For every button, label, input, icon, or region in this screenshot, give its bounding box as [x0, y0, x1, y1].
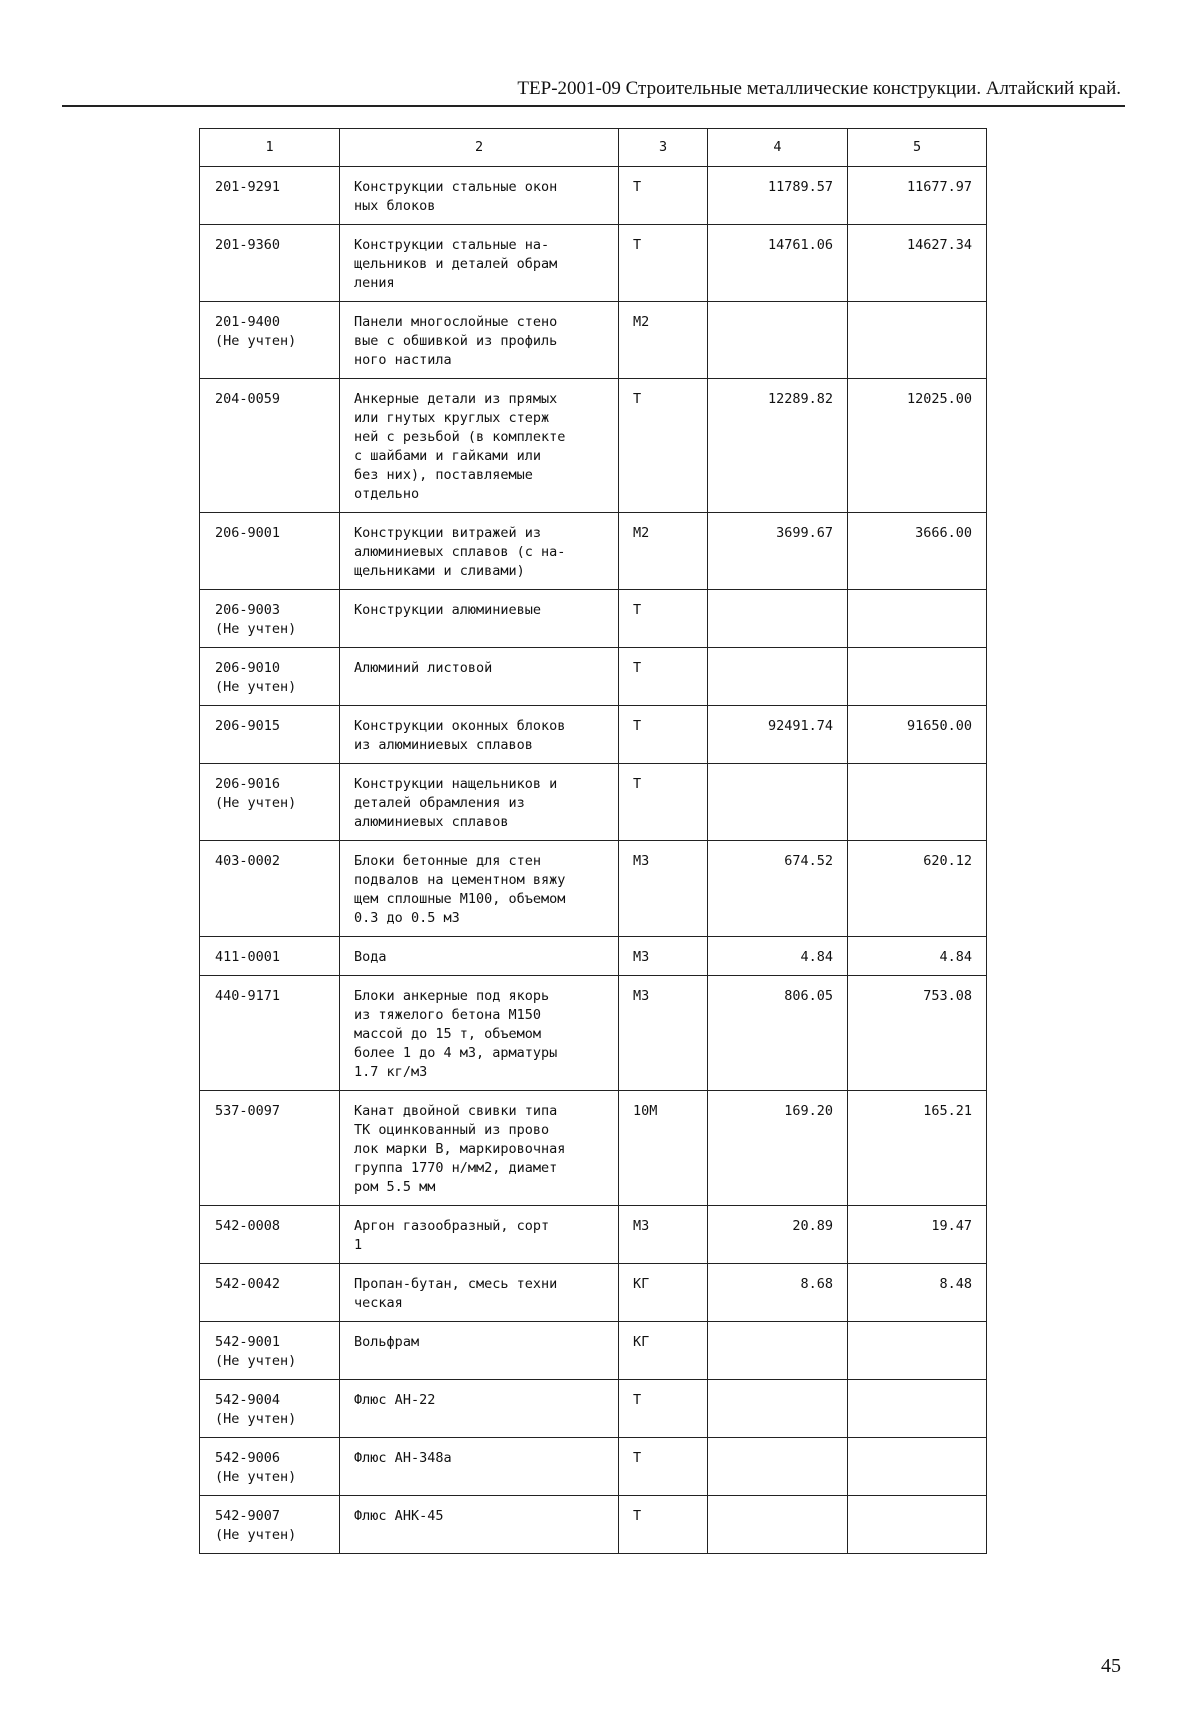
cell-name: Конструкции алюминиевые — [340, 590, 619, 648]
table-row — [200, 513, 987, 590]
table-row — [200, 976, 987, 1091]
cell-unit: Т — [619, 1438, 708, 1496]
cell-price-col4: 20.89 — [707, 1206, 847, 1264]
cell-unit: Т — [619, 590, 708, 648]
table-row — [200, 1091, 987, 1206]
cell-unit: Т — [619, 648, 708, 706]
table-row — [200, 937, 987, 976]
cell-name: Флюс АНК-45 — [340, 1496, 619, 1554]
cell-name: Флюс АН-22 — [340, 1380, 619, 1438]
cell-unit: КГ — [619, 1264, 708, 1322]
table-row — [200, 764, 987, 841]
cell-name: Канат двойной свивки типа ТК оцинкованный из прово лок марки В, маркировочная группа 1770 н/мм2, диамет ром 5.5 мм — [340, 1091, 619, 1206]
cell-unit: М3 — [619, 937, 708, 976]
cell-unit: Т — [619, 764, 708, 841]
cell-name: Конструкции нащельников и деталей обрамления из алюминиевых сплавов — [340, 764, 619, 841]
cell-price-col4 — [707, 1496, 847, 1554]
cell-price-col5: 11677.97 — [848, 167, 987, 225]
cell-price-col4 — [707, 590, 847, 648]
cell-price-col5 — [848, 590, 987, 648]
cell-price-col5 — [848, 1496, 987, 1554]
cell-unit: Т — [619, 1496, 708, 1554]
cell-price-col4: 674.52 — [707, 841, 847, 937]
table-row — [200, 1496, 987, 1554]
cell-unit: Т — [619, 167, 708, 225]
table-body — [200, 129, 987, 1554]
cell-name: Конструкции витражей из алюминиевых сплавов (с на- щельниками и сливами) — [340, 513, 619, 590]
table-row — [200, 1438, 987, 1496]
cell-code: 537-0097 — [200, 1091, 340, 1206]
cell-price-col4 — [707, 302, 847, 379]
table-row — [200, 302, 987, 379]
cell-price-col5: 12025.00 — [848, 379, 987, 513]
cell-code: 206-9016 (Не учтен) — [200, 764, 340, 841]
cell-unit: Т — [619, 379, 708, 513]
cell-code: 206-9003 (Не учтен) — [200, 590, 340, 648]
table-row — [200, 1380, 987, 1438]
cell-price-col5 — [848, 1322, 987, 1380]
cell-price-col5 — [848, 1438, 987, 1496]
cell-price-col4 — [707, 648, 847, 706]
cell-code: 411-0001 — [200, 937, 340, 976]
cell-price-col5: 91650.00 — [848, 706, 987, 764]
cell-unit: М2 — [619, 513, 708, 590]
table-row — [200, 1264, 987, 1322]
cell-unit: М3 — [619, 841, 708, 937]
cell-price-col4: 8.68 — [707, 1264, 847, 1322]
table-row — [200, 1322, 987, 1380]
table-row — [200, 706, 987, 764]
cell-price-col4 — [707, 1438, 847, 1496]
cell-price-col5 — [848, 648, 987, 706]
cell-code: 201-9291 — [200, 167, 340, 225]
table-row — [200, 225, 987, 302]
cell-code: 542-0042 — [200, 1264, 340, 1322]
cell-code: 542-9006 (Не учтен) — [200, 1438, 340, 1496]
cell-unit: Т — [619, 1380, 708, 1438]
column-number-3: 3 — [619, 129, 708, 167]
cell-name: Конструкции оконных блоков из алюминиевых сплавов — [340, 706, 619, 764]
cell-unit: КГ — [619, 1322, 708, 1380]
cell-price-col4: 169.20 — [707, 1091, 847, 1206]
table-row — [200, 1206, 987, 1264]
cell-price-col5: 14627.34 — [848, 225, 987, 302]
table-row — [200, 379, 987, 513]
table-row — [200, 167, 987, 225]
table-row — [200, 648, 987, 706]
page-number: 45 — [1101, 1655, 1121, 1677]
cell-code: 440-9171 — [200, 976, 340, 1091]
cell-name: Анкерные детали из прямых или гнутых круглых стерж ней с резьбой (в комплекте с шайбами и гайками или без них), поставляемые отдельно — [340, 379, 619, 513]
cell-code: 206-9015 — [200, 706, 340, 764]
cell-code: 542-9004 (Не учтен) — [200, 1380, 340, 1438]
cell-name: Пропан-бутан, смесь техни ческая — [340, 1264, 619, 1322]
column-number-1: 1 — [200, 129, 340, 167]
cell-unit: 10М — [619, 1091, 708, 1206]
cell-price-col5: 165.21 — [848, 1091, 987, 1206]
column-number-4: 4 — [707, 129, 847, 167]
cell-name: Блоки бетонные для стен подвалов на цементном вяжу щем сплошные М100, объемом 0.3 до 0.5 м3 — [340, 841, 619, 937]
cell-name: Аргон газообразный, сорт 1 — [340, 1206, 619, 1264]
cell-code: 206-9001 — [200, 513, 340, 590]
header-divider — [62, 105, 1125, 107]
cell-unit: Т — [619, 225, 708, 302]
cell-price-col5: 8.48 — [848, 1264, 987, 1322]
table-header-row — [200, 129, 987, 167]
column-number-5: 5 — [848, 129, 987, 167]
cell-code: 201-9400 (Не учтен) — [200, 302, 340, 379]
cell-price-col5: 753.08 — [848, 976, 987, 1091]
cell-price-col4 — [707, 1322, 847, 1380]
cell-unit: Т — [619, 706, 708, 764]
cell-price-col5: 3666.00 — [848, 513, 987, 590]
cell-code: 206-9010 (Не учтен) — [200, 648, 340, 706]
cell-name: Конструкции стальные на- щельников и деталей обрам ления — [340, 225, 619, 302]
cell-price-col5: 620.12 — [848, 841, 987, 937]
resource-price-table — [199, 128, 987, 1554]
cell-price-col4: 14761.06 — [707, 225, 847, 302]
cell-unit: М3 — [619, 1206, 708, 1264]
cell-code: 542-9001 (Не учтен) — [200, 1322, 340, 1380]
cell-price-col5: 4.84 — [848, 937, 987, 976]
cell-code: 542-0008 — [200, 1206, 340, 1264]
cell-code: 403-0002 — [200, 841, 340, 937]
table-row — [200, 590, 987, 648]
cell-price-col4: 12289.82 — [707, 379, 847, 513]
cell-price-col5: 19.47 — [848, 1206, 987, 1264]
cell-code: 204-0059 — [200, 379, 340, 513]
cell-price-col4: 3699.67 — [707, 513, 847, 590]
cell-name: Панели многослойные стено вые с обшивкой из профиль ного настила — [340, 302, 619, 379]
cell-price-col4 — [707, 1380, 847, 1438]
cell-name: Алюминий листовой — [340, 648, 619, 706]
cell-price-col4: 806.05 — [707, 976, 847, 1091]
cell-price-col4: 11789.57 — [707, 167, 847, 225]
column-number-2: 2 — [340, 129, 619, 167]
cell-price-col5 — [848, 302, 987, 379]
cell-name: Блоки анкерные под якорь из тяжелого бетона М150 массой до 15 т, объемом более 1 до 4 м3, арматуры 1.7 кг/м3 — [340, 976, 619, 1091]
cell-name: Флюс АН-348а — [340, 1438, 619, 1496]
table-row — [200, 841, 987, 937]
cell-name: Вода — [340, 937, 619, 976]
cell-price-col4 — [707, 764, 847, 841]
cell-unit: М2 — [619, 302, 708, 379]
cell-name: Конструкции стальные окон ных блоков — [340, 167, 619, 225]
cell-price-col5 — [848, 764, 987, 841]
cell-name: Вольфрам — [340, 1322, 619, 1380]
cell-price-col4: 4.84 — [707, 937, 847, 976]
cell-code: 542-9007 (Не учтен) — [200, 1496, 340, 1554]
page-header-title: ТЕР-2001-09 Строительные металлические конструкции. Алтайский край. — [517, 78, 1121, 99]
cell-code: 201-9360 — [200, 225, 340, 302]
cell-unit: М3 — [619, 976, 708, 1091]
cell-price-col4: 92491.74 — [707, 706, 847, 764]
cell-price-col5 — [848, 1380, 987, 1438]
